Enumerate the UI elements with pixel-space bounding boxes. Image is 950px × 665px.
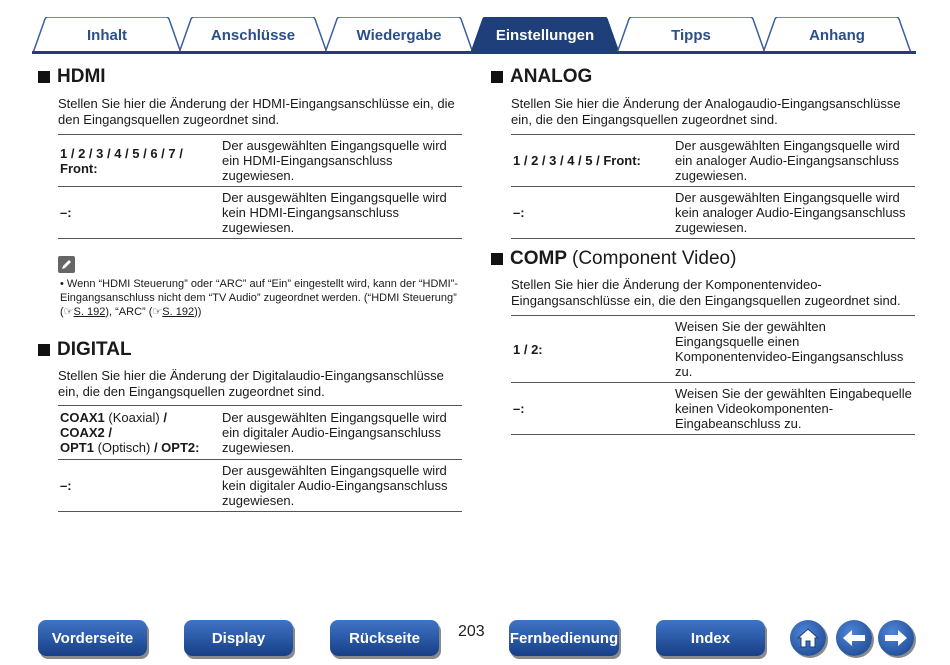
table-value: Der ausgewählten Eingangsquelle wird kein digitaler Audio-Eingangsanschluss zugewiesen.	[220, 460, 462, 512]
display-button[interactable]: Display	[184, 620, 293, 656]
index-button[interactable]: Index	[656, 620, 765, 656]
tab-inhalt[interactable]	[32, 17, 182, 53]
table-value: Der ausgewählten Eingangsquelle wird ein digitaler Audio-Eingangsanschluss zugewiesen.	[220, 406, 462, 460]
analog-description: Stellen Sie hier die Änderung der Analogaudio-Eingangsanschlüsse ein, die den Eingangsquellen zugeordnet sind.	[511, 96, 901, 127]
square-bullet-icon	[38, 344, 50, 356]
tab-label: Einstellungen	[495, 26, 595, 44]
table-row	[511, 316, 915, 383]
table-key: –:	[511, 187, 673, 239]
table-value: Der ausgewählten Eingangsquelle wird ein analoger Audio-Eingangsanschluss zugewiesen.	[673, 135, 915, 187]
table-row	[58, 460, 462, 512]
square-bullet-icon	[38, 71, 50, 83]
tab-label: Anschlüsse	[210, 26, 296, 44]
tab-label: Inhalt	[87, 26, 127, 44]
tab-label: Anhang	[809, 26, 865, 44]
comp-table	[511, 315, 915, 435]
table-key: 1 / 2 / 3 / 4 / 5 / 6 / 7 / Front:	[58, 135, 220, 187]
table-key: –:	[58, 460, 220, 512]
home-button[interactable]	[790, 620, 826, 656]
table-row	[58, 135, 462, 187]
fernbedienung-button[interactable]: Fernbedienung	[509, 620, 619, 656]
table-value: Der ausgewählten Eingangsquelle wird kein analoger Audio-Eingangsanschluss zugewiesen.	[673, 187, 915, 239]
tab-bar	[32, 0, 916, 52]
key-part: (Optisch)	[97, 440, 151, 455]
vorderseite-button[interactable]: Vorderseite	[38, 620, 147, 656]
back-button[interactable]	[836, 620, 872, 656]
key-part: (Koaxial)	[108, 410, 160, 425]
section-title-text: COMP	[510, 248, 567, 269]
hand-pointer-icon: ☞	[63, 306, 74, 318]
rueckseite-button[interactable]: Rückseite	[330, 620, 439, 656]
table-row	[58, 406, 462, 460]
note-text-b: ), “ARC” (	[105, 306, 153, 318]
hand-pointer-icon: ☞	[152, 306, 163, 318]
arrow-left-icon	[841, 628, 867, 648]
digital-table	[58, 405, 462, 512]
section-title-digital	[38, 339, 132, 361]
pencil-icon	[58, 256, 75, 273]
hdmi-note	[60, 277, 470, 319]
forward-button[interactable]	[878, 620, 914, 656]
key-part: / OPT2:	[153, 440, 200, 455]
bullet: •	[60, 278, 67, 290]
table-row	[58, 187, 462, 239]
key-part: /	[163, 410, 167, 425]
section-title-analog	[491, 66, 592, 88]
section-subtitle: (Component Video)	[572, 248, 737, 269]
hdmi-table	[58, 134, 462, 239]
tab-tipps[interactable]	[616, 17, 766, 53]
analog-table	[511, 134, 915, 239]
square-bullet-icon	[491, 253, 503, 265]
tab-anhang[interactable]	[762, 17, 912, 53]
table-row	[511, 135, 915, 187]
table-value: Weisen Sie der gewählten Eingangsquelle einen Komponentenvideo-Eingangsanschluss zu.	[673, 316, 915, 383]
section-title-comp	[491, 248, 736, 270]
tab-label: Wiedergabe	[356, 26, 442, 44]
tab-underline	[32, 51, 916, 54]
section-title-text: ANALOG	[510, 66, 593, 87]
home-icon	[796, 627, 820, 649]
digital-description: Stellen Sie hier die Änderung der Digitalaudio-Eingangsanschlüsse ein, die den Eingangsquellen zugeordnet sind.	[58, 368, 444, 399]
key-part: OPT1	[60, 440, 94, 455]
square-bullet-icon	[491, 71, 503, 83]
section-title-text: DIGITAL	[57, 339, 132, 360]
table-key: –:	[58, 187, 220, 239]
tab-label: Tipps	[671, 26, 711, 44]
tab-einstellungen[interactable]	[470, 17, 620, 53]
note-text-c: ))	[194, 306, 202, 318]
table-key: 1 / 2:	[511, 316, 673, 383]
page-link[interactable]: S. 192	[162, 306, 195, 318]
section-title-text: HDMI	[57, 66, 106, 87]
tab-anschluesse[interactable]	[178, 17, 328, 53]
page-number: 203	[458, 623, 485, 640]
table-row	[511, 187, 915, 239]
table-value: Weisen Sie der gewählten Eingabequelle keinen Videokomponenten-Eingabeanschluss zu.	[673, 383, 915, 435]
note-text-a: Wenn “HDMI Steuerung” oder “ARC” auf “Ein” eingestellt wird, kann der “HDMI”-Eingangsanschluss nicht dem “TV Audio” zugeordnet werden. (“HDMI Steuerung” (	[60, 278, 458, 318]
arrow-right-icon	[883, 628, 909, 648]
table-key: 1 / 2 / 3 / 4 / 5 / Front:	[511, 135, 673, 187]
comp-description: Stellen Sie hier die Änderung der Komponentenvideo-Eingangsanschlüsse ein, die den Eingangsquellen zugeordnet sind.	[511, 277, 901, 308]
page-link[interactable]: S. 192	[73, 306, 106, 318]
table-row	[511, 383, 915, 435]
tab-wiedergabe[interactable]	[324, 17, 474, 53]
table-value: Der ausgewählten Eingangsquelle wird ein HDMI-Eingangsanschluss zugewiesen.	[220, 135, 462, 187]
table-key	[58, 406, 220, 460]
table-key: –:	[511, 383, 673, 435]
hdmi-description: Stellen Sie hier die Änderung der HDMI-Eingangsanschlüsse ein, die den Eingangsquellen zugeordnet sind.	[58, 96, 455, 127]
key-part: COAX2 /	[60, 425, 113, 440]
key-part: COAX1	[60, 410, 105, 425]
section-title-hdmi	[38, 66, 106, 88]
table-value: Der ausgewählten Eingangsquelle wird kein HDMI-Eingangsanschluss zugewiesen.	[220, 187, 462, 239]
